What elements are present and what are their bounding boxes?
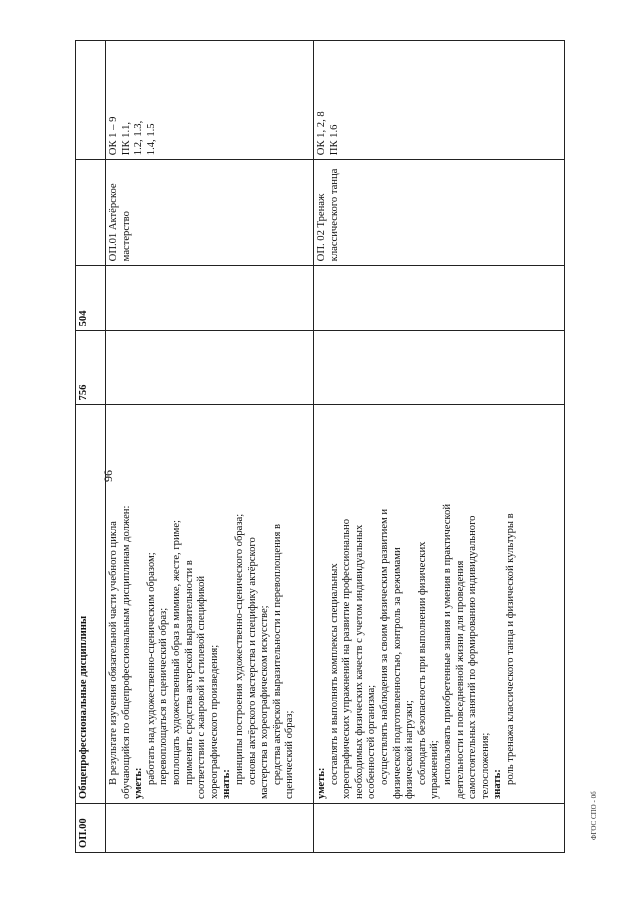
section-title: Общепрофессиональные дисциплины — [76, 405, 106, 803]
text-line: В результате изучения обязательной части учебного цикла — [108, 521, 119, 785]
text-line: самостоятельных занятий по формированию индивидуального — [467, 515, 479, 799]
text-line: деятельности и повседневной жизни для проведения — [454, 560, 466, 799]
max-load-cell — [106, 331, 314, 405]
header-discipline-cell — [76, 160, 106, 266]
hours-value: 504 — [76, 266, 106, 331]
text-line: физической подготовленностью, контроль за режимами — [391, 547, 403, 799]
discipline-name: ОП.01 Актёрское мастерство — [106, 160, 314, 266]
requirements-cell — [106, 405, 314, 803]
text-line: уметь: — [316, 767, 327, 799]
text-line: работать над художественно-сценическим образом; — [145, 552, 157, 785]
hours-cell — [314, 266, 565, 331]
text-line: уметь: — [133, 767, 145, 799]
text-line: составлять и выполнять комплексы специальных — [328, 563, 340, 785]
discipline-name: ОП. 02 Тренаж классического танца — [314, 160, 565, 266]
table-row — [314, 41, 565, 853]
text-line: перевоплощаться в сценический образ; — [158, 607, 170, 785]
text-line: необходимых физических качеств с учетом индивидуальных — [353, 524, 365, 799]
text-line: применять средства актерской выразительности в — [183, 560, 195, 785]
text-line: соответствии с жанровой и стилевой спецификой — [196, 575, 208, 799]
competency-codes: ОК 1 – 9 ПК 1.1, 1.2, 1.3, 1.4, 1.5 — [106, 41, 314, 160]
text-line: упражнений; — [429, 740, 441, 799]
table-header-row — [76, 41, 106, 853]
text-line: осуществлять наблюдения за своим физическим развитием и — [378, 508, 390, 785]
text-line: роль тренажа классического танца и физической культуры в — [504, 513, 516, 785]
max-load-cell — [314, 331, 565, 405]
text-line: хореографических упражнений на развитие профессионально — [341, 518, 353, 799]
text-line: телосложения; — [479, 732, 491, 799]
max-load-value: 756 — [76, 331, 106, 405]
text-line: знать: — [492, 769, 504, 799]
table-row — [106, 41, 314, 853]
text-line: принципы построения художественно-сценического образа; — [233, 513, 245, 785]
text-line: использовать приобретенные знания и умения в практической — [441, 504, 453, 785]
text-line: сценический образ; — [284, 710, 296, 799]
competency-codes: ОК 1, 2, 8 ПК 1.6 — [314, 41, 565, 160]
header-competencies-cell — [76, 41, 106, 160]
text-line: основы актёрского мастерства и специфику актёрского — [246, 537, 258, 785]
text-line: особенностей организма; — [366, 684, 378, 799]
text-line: соблюдать безопасность при выполнении физических — [416, 541, 428, 785]
row-code-cell — [106, 803, 314, 852]
text-line: средства актёрской выразительности и перевоплощения в — [271, 524, 283, 785]
row-code-cell — [314, 803, 565, 852]
text-line: обучающийся по общепрофессиональным дисциплинам должен: — [120, 505, 132, 799]
rotated-table-container — [75, 40, 564, 853]
text-line: знать: — [221, 769, 233, 799]
requirements-cell — [314, 405, 565, 803]
page-number: 96 — [101, 470, 115, 482]
text-line: мастерства в хореографическом искусстве; — [259, 605, 271, 799]
text-line: воплощать художественный образ в мимике, жесте, гриме; — [170, 520, 182, 785]
section-code: ОП.00 — [76, 803, 106, 852]
text-line: физической нагрузки; — [404, 700, 416, 799]
hours-cell — [106, 266, 314, 331]
footer-mark: ФГОС СПО - 0б — [590, 791, 598, 840]
curriculum-table — [75, 40, 565, 853]
text-line: хореографического произведения; — [208, 644, 220, 799]
